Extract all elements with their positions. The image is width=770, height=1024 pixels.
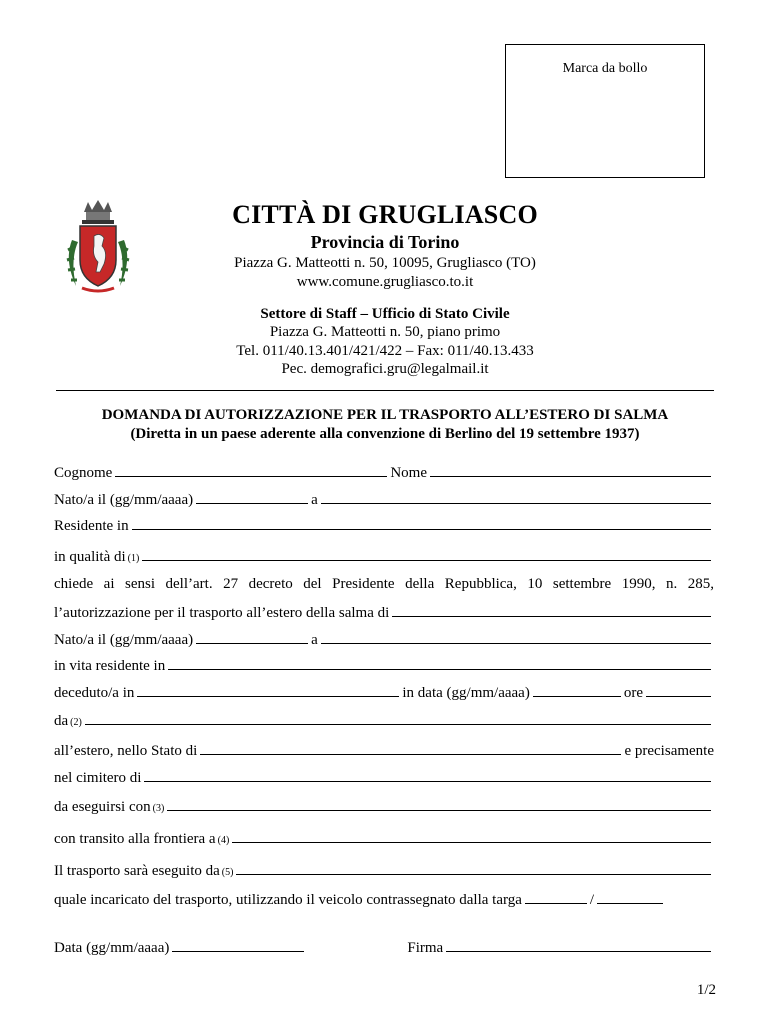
capacity-label: in qualità di	[54, 549, 126, 565]
birth-date-field[interactable]	[196, 490, 308, 504]
transport-means-label: da eseguirsi con	[54, 799, 151, 815]
office-phone: Tel. 011/40.13.401/421/422 – Fax: 011/40.13.433	[236, 343, 534, 359]
border-row	[54, 829, 714, 849]
deceased-field[interactable]	[392, 603, 711, 617]
origin-field[interactable]	[85, 711, 711, 725]
death-time-field[interactable]	[646, 683, 711, 697]
country-row	[54, 741, 714, 761]
date-signature-row	[54, 938, 714, 958]
deceased-birth-place-field[interactable]	[321, 630, 711, 644]
plate-field-1[interactable]	[525, 890, 587, 904]
carrier-row	[54, 861, 714, 881]
living-residence-field[interactable]	[168, 656, 711, 670]
office-pec: Pec. demografici.gru@legalmail.it	[281, 361, 489, 377]
plate-field-2[interactable]	[597, 890, 663, 904]
request-text: chiede ai sensi dell’art. 27 decreto del Presidente della Repubblica, 10 settembre 1990, n. 285,	[54, 576, 714, 592]
city-name: CITTÀ DI GRUGLIASCO	[232, 200, 538, 229]
residence-field[interactable]	[132, 516, 711, 530]
carrier-field[interactable]	[236, 861, 711, 875]
cemetery-row	[54, 768, 714, 788]
form-title: DOMANDA DI AUTORIZZAZIONE PER IL TRASPORTO ALL’ESTERO DI SALMA	[101, 407, 669, 423]
date-label: Data (gg/mm/aaaa)	[54, 940, 170, 956]
signature-label: Firma	[407, 940, 444, 956]
name-label: Nome	[390, 465, 428, 481]
living-residence-row	[54, 656, 714, 676]
death-date-field[interactable]	[533, 683, 621, 697]
death-time-label: ore	[623, 685, 643, 701]
deceased-label: l’autorizzazione per il trasporto all’estero della salma di	[54, 605, 390, 621]
city-crest-icon	[60, 200, 136, 296]
birth-place-field[interactable]	[321, 490, 711, 504]
signature-field[interactable]	[446, 938, 711, 952]
name-field[interactable]	[430, 463, 711, 477]
stamp-box	[505, 44, 705, 178]
death-row	[54, 683, 714, 703]
capacity-row	[54, 547, 714, 567]
deceased-birth-date-label: Nato/a il (gg/mm/aaaa)	[54, 632, 194, 648]
surname-label: Cognome	[54, 465, 113, 481]
province-name: Provincia di Torino	[310, 232, 460, 252]
cemetery-label: nel cimitero di	[54, 770, 142, 786]
cemetery-field[interactable]	[144, 768, 711, 782]
city-website: www.comune.grugliasco.to.it	[296, 274, 474, 290]
residence-row	[54, 516, 714, 536]
capacity-field[interactable]	[142, 547, 711, 561]
date-field[interactable]	[172, 938, 304, 952]
living-residence-label: in vita residente in	[54, 658, 166, 674]
border-field[interactable]	[232, 829, 711, 843]
deceased-birth-date-field[interactable]	[196, 630, 308, 644]
plate-label: quale incaricato del trasporto, utilizzando il veicolo contrassegnato dalla targa	[54, 892, 522, 908]
plate-separator: /	[589, 892, 595, 908]
note-ref-3: (3)	[152, 803, 165, 814]
surname-name-row	[54, 463, 714, 483]
birth-date-label: Nato/a il (gg/mm/aaaa)	[54, 492, 194, 508]
border-label: con transito alla frontiera a	[54, 831, 216, 847]
residence-label: Residente in	[54, 518, 129, 534]
header-divider	[56, 390, 714, 391]
city-address: Piazza G. Matteotti n. 50, 10095, Grugliasco (TO)	[234, 255, 536, 271]
office-address: Piazza G. Matteotti n. 50, piano primo	[269, 324, 501, 340]
plate-row	[54, 890, 714, 910]
page-number: 1/2	[696, 982, 716, 998]
death-date-label: in data (gg/mm/aaaa)	[402, 685, 530, 701]
precisely-label: e precisamente	[624, 743, 714, 759]
death-place-field[interactable]	[137, 683, 399, 697]
form-subtitle: (Diretta in un paese aderente alla convenzione di Berlino del 19 settembre 1937)	[130, 426, 640, 442]
note-ref-5: (5)	[221, 867, 234, 878]
note-ref-1: (1)	[127, 553, 140, 564]
office-title: Settore di Staff – Ufficio di Stato Civile	[260, 306, 510, 322]
deceased-birth-place-label: a	[311, 632, 318, 648]
country-field[interactable]	[200, 741, 621, 755]
applicant-birth-row	[54, 490, 714, 510]
note-ref-4: (4)	[217, 835, 230, 846]
birth-place-label: a	[311, 492, 318, 508]
death-place-label: deceduto/a in	[54, 685, 135, 701]
origin-row	[54, 711, 714, 731]
deceased-birth-row	[54, 630, 714, 650]
carrier-label: Il trasporto sarà eseguito da	[54, 863, 220, 879]
origin-label: da	[54, 713, 69, 729]
transport-means-field[interactable]	[167, 797, 711, 811]
transport-means-row	[54, 797, 714, 817]
deceased-row	[54, 603, 714, 623]
stamp-label: Marca da bollo	[562, 61, 648, 76]
note-ref-2: (2)	[70, 717, 82, 728]
surname-field[interactable]	[115, 463, 387, 477]
country-label: all’estero, nello Stato di	[54, 743, 198, 759]
